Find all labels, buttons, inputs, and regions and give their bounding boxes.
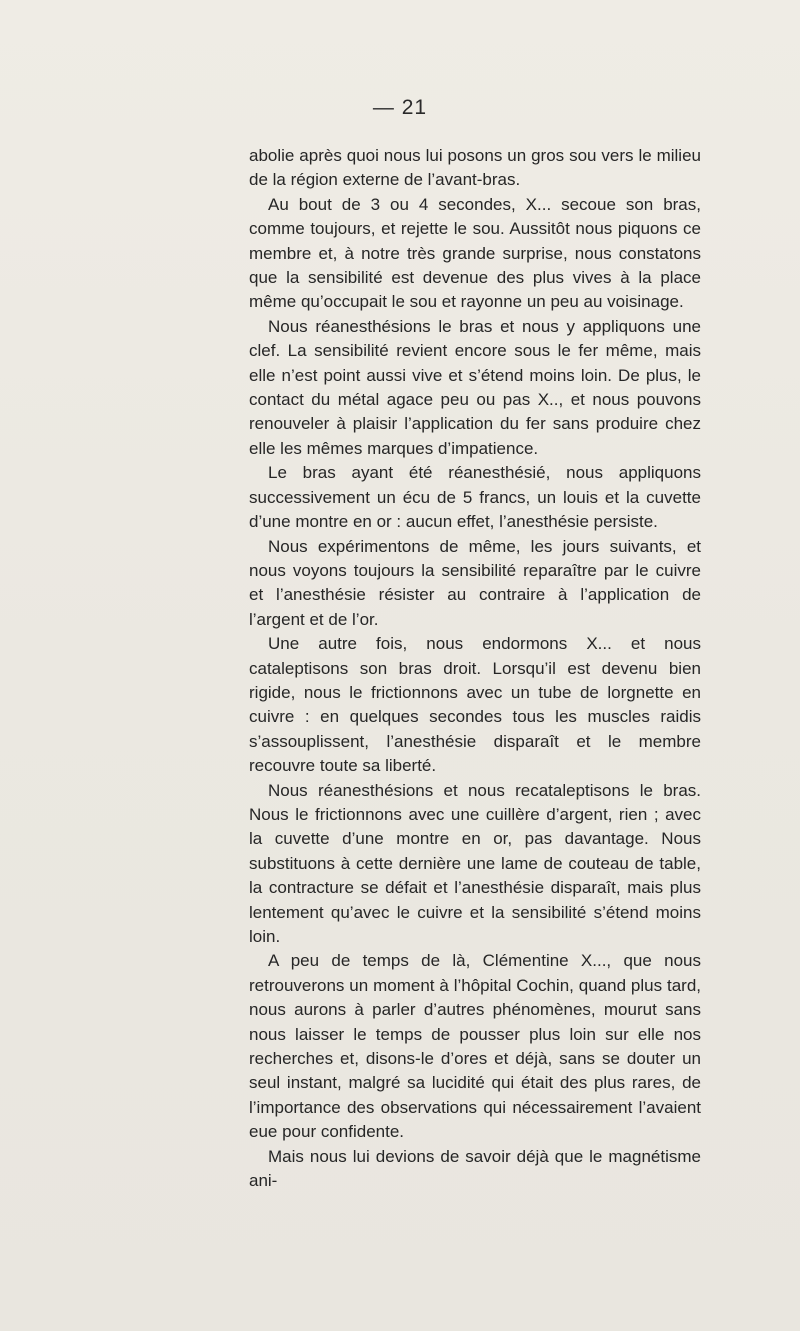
paragraph-5: Nous expérimentons de même, les jours suivants, et nous voyons toujours la sensibilité reparaître par le cuivre et l’anesthésie résister au contraire à l’application de l’argent et de l’or.	[249, 536, 701, 629]
paragraph-8: A peu de temps de là, Clémentine X..., que nous retrouverons un moment à l’hôpital Cochin, quand plus tard, nous aurons à parler d’autres phénomènes, mourut sans nous laisser le temps de pousser plus loin sur elle nos recherches et, disons-le d’ores et déjà, sans se douter un seul instant, malgré sa lucidité qui était des plus rares, de l’importance des observations qui nécessairement l’avaient eue pour confidente.	[249, 951, 701, 1142]
paragraph-3: Nous réanesthésions le bras et nous y appliquons une clef. La sensibilité revient encore sous le fer même, mais elle n’est point aussi vive et s’étend moins loin. De plus, le contact du métal agace peu ou pas X.., et nous pouvons renouveler à plaisir l’application du fer sans produire chez elle les mêmes marques d’impatience.	[249, 316, 701, 458]
paragraph-7: Nous réanesthésions et nous recataleptisons le bras. Nous le frictionnons avec une cuillère d’argent, rien ; avec la cuvette d’une montre en or, pas davantage. Nous substituons à cette dernière une lame de couteau de table, la contracture se défait et l’anesthésie disparaît, mais plus lentement qu’avec le cuivre et la sensibilité s’étend moins loin.	[249, 780, 701, 946]
page-number: — 21	[372, 96, 428, 119]
paragraph-4: Le bras ayant été réanesthésié, nous appliquons successivement un écu de 5 francs, un louis et la cuvette d’une montre en or : aucun effet, l’anesthésie persiste.	[249, 463, 701, 532]
paragraph-6: Une autre fois, nous endormons X... et nous cataleptisons son bras droit. Lorsqu’il est devenu bien rigide, nous le frictionnons avec un tube de lorgnette en cuivre : en quelques secondes tous les muscles raidis s’assouplissent, l’anesthésie disparaît et le membre recouvre toute sa liberté.	[249, 634, 701, 776]
body-text	[249, 144, 701, 1193]
paragraph-9: Mais nous lui devions de savoir déjà que le magnétisme ani-	[249, 1146, 701, 1191]
paragraph-1: abolie après quoi nous lui posons un gros sou vers le milieu de la région externe de l’avant-bras.	[249, 146, 701, 190]
paragraph-2: Au bout de 3 ou 4 secondes, X... secoue son bras, comme toujours, et rejette le sou. Aussitôt nous piquons ce membre et, à notre très grande surprise, nous constatons que la sensibilité est devenue des plus vives à la place même qu’occupait le sou et rayonne un peu au voisinage.	[249, 194, 701, 312]
